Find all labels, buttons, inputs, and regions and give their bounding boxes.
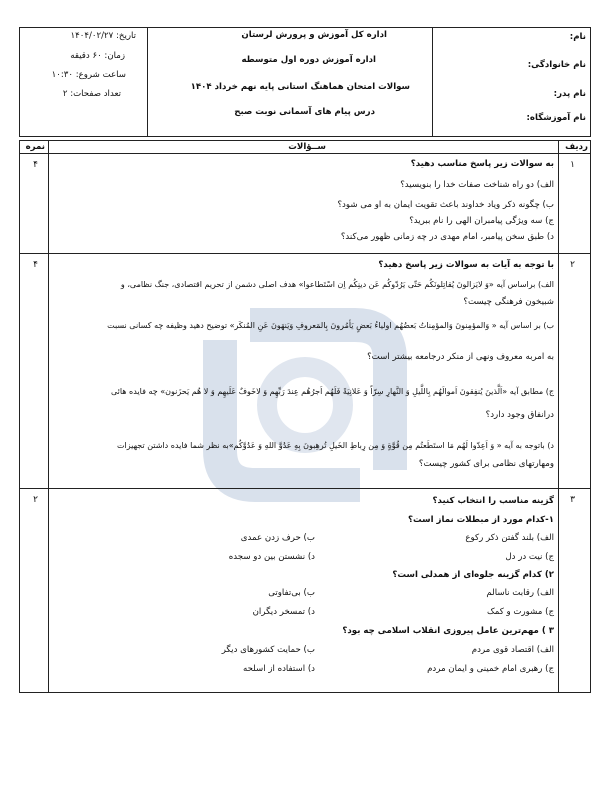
page-count: تعداد صفحات: ۲ xyxy=(62,89,121,99)
score-col-divider xyxy=(48,140,49,693)
q1-part-a: الف) دو راه شناخت صفات خدا را بنویسید؟ xyxy=(400,180,554,190)
q3-sub3-option-b: ب) حمایت کشورهای دیگر xyxy=(221,645,315,655)
q3-row-number: ۳ xyxy=(570,495,575,505)
q3-sub1-option-a: الف) بلند گفتن ذکر رکوع xyxy=(465,533,554,543)
q2-divider xyxy=(19,488,591,489)
q2-part-a-line1: الف) براساس آیه «وَ لایَزالونَ یُقاتِلونَکُم حَتّی یَرُدّوکُم عَن دینِکُم اِن اسْتَطاعوا» هدف اصلی دشمن از تحریم اقتصادی، جنگ نظامی، و xyxy=(120,280,554,289)
score-column-header: نمره xyxy=(25,142,45,152)
q3-sub3-question: ۳ ) مهم‌ترین عامل پیروزی انقلاب اسلامی چه بود؟ xyxy=(342,626,554,636)
q2-part-d-line2: ومهارتهای نظامی برای کشور چیست؟ xyxy=(418,459,554,469)
subject-title: درس پیام های آسمانی نوبت صبح xyxy=(234,107,375,117)
q3-sub2-question: ۲) کدام گزینه جلوه‌ای از همدلی است؟ xyxy=(392,570,554,580)
header-divider-right xyxy=(432,27,433,137)
school-name-label: نام آموزشگاه: xyxy=(526,113,586,123)
q1-title: به سوالات زیر پاسخ مناسب دهید؟ xyxy=(410,159,554,169)
table-header-divider xyxy=(19,153,591,154)
q1-part-d: د) طبق سخن پیامبر، امام مهدی در چه زمانی ظهور می‌کند؟ xyxy=(340,232,554,242)
q3-title: گزینه مناسب را انتخاب کنید؟ xyxy=(432,496,554,506)
questions-column-header: ســؤالات xyxy=(288,142,326,152)
row-column-header: ردیف xyxy=(565,142,588,152)
family-name-label: نام خانوادگی: xyxy=(527,60,586,70)
q3-sub2-option-a: الف) رقابت ناسالم xyxy=(486,588,554,598)
q3-sub2-option-d: د) تمسخر دیگران xyxy=(252,607,315,617)
q3-sub3-option-a: الف) اقتصاد قوی مردم xyxy=(471,645,554,655)
department-title: اداره آموزش دوره اول متوسطه xyxy=(241,55,376,65)
exam-title: سوالات امتحان هماهنگ استانی پایه نهم خرداد ۱۴۰۴ xyxy=(190,82,410,92)
q2-part-c-line2: درانفاق وجود دارد؟ xyxy=(485,410,554,420)
q1-score: ۴ xyxy=(33,160,38,170)
q3-sub1-option-c: ج) نیت در دل xyxy=(505,552,554,562)
q1-part-c: ج) سه ویژگی پیامبران الهی را نام ببرید؟ xyxy=(409,216,554,226)
q3-sub2-option-b: ب) بی‌تفاوتی xyxy=(268,588,315,598)
q3-sub1-option-d: د) نشستن بین دو سجده xyxy=(228,552,315,562)
q3-score: ۲ xyxy=(33,495,38,505)
q3-sub1-option-b: ب) حرف زدن عمدی xyxy=(240,533,315,543)
q3-sub3-option-c: ج) رهبری امام خمینی و ایمان مردم xyxy=(427,664,554,674)
student-name-label: نام: xyxy=(569,32,586,42)
q3-sub2-option-c: ج) مشورت و کمک xyxy=(487,607,554,617)
start-time: ساعت شروع: ۱۰:۳۰ xyxy=(51,70,126,80)
q3-sub3-option-d: د) استفاده از اسلحه xyxy=(243,664,315,674)
q2-row-number: ۲ xyxy=(570,260,575,270)
header-divider-left xyxy=(147,27,148,137)
q2-part-c-line1: ج) مطابق آیه «اَلَّذینَ یُنفِقونَ اَموالَهُم بِاللَّیلِ وَ النَّهارِ سِرّاً وَ عَلانِیَةً فَلَهُم اَجرُهُم عِندَ رَبِّهِم وَ لاخَوفٌ عَلَیهِم وَ لا هُم یَحزَنون» چه فایده هائی xyxy=(110,387,554,396)
q1-row-number: ۱ xyxy=(570,160,575,170)
row-col-divider xyxy=(558,140,559,693)
q2-part-a-line2: شبیخون فرهنگی چیست؟ xyxy=(463,297,554,307)
exam-date: تاریخ: ۱۴۰۴/۰۲/۲۷ xyxy=(70,31,136,41)
q2-part-b-line1: ب) بر اساس آیه « وَالمؤمِنونَ وَالمؤمِناتُ بَعضُهُم اولیاءُ بَعضٍ یَأمُرونَ بِالمَعروفِ وَیَنهَونَ عَنِ المُنکَر» توضیح دهید وظیفه چه کسانی نسبت xyxy=(107,321,554,330)
q1-divider xyxy=(19,253,591,254)
q2-part-b-line2: به امربه معروف ونهی از منکر درجامعه بیشتر است؟ xyxy=(367,352,554,362)
office-title: اداره کل آموزش و پرورش لرستان xyxy=(241,30,387,40)
father-name-label: نام پدر: xyxy=(553,89,586,99)
q2-part-d-line1: د) باتوجه به آیه « وَ اَعِدّوا لَهُم مَا استَطَعتُم مِن قُوَّةٍ وَ مِن رِباطِ الخَیلِ تُرهِبونَ بِهِ عَدُوَّ اللهِ وَ عَدُوَّکُم»به نظر شما فایده داشتن تجهیزات xyxy=(117,441,554,450)
exam-duration: زمان: ۶۰ دقیقه xyxy=(70,51,125,61)
q1-part-b: ب) چگونه ذکر ویاد خداوند باعث تقویت ایمان به او می شود؟ xyxy=(337,200,554,210)
q2-title: با توجه به آیات به سوالات زیر پاسخ دهید؟ xyxy=(378,260,554,270)
q3-sub1-question: ۱-کدام مورد از مبطلات نماز است؟ xyxy=(408,515,554,525)
q2-score: ۴ xyxy=(33,260,38,270)
